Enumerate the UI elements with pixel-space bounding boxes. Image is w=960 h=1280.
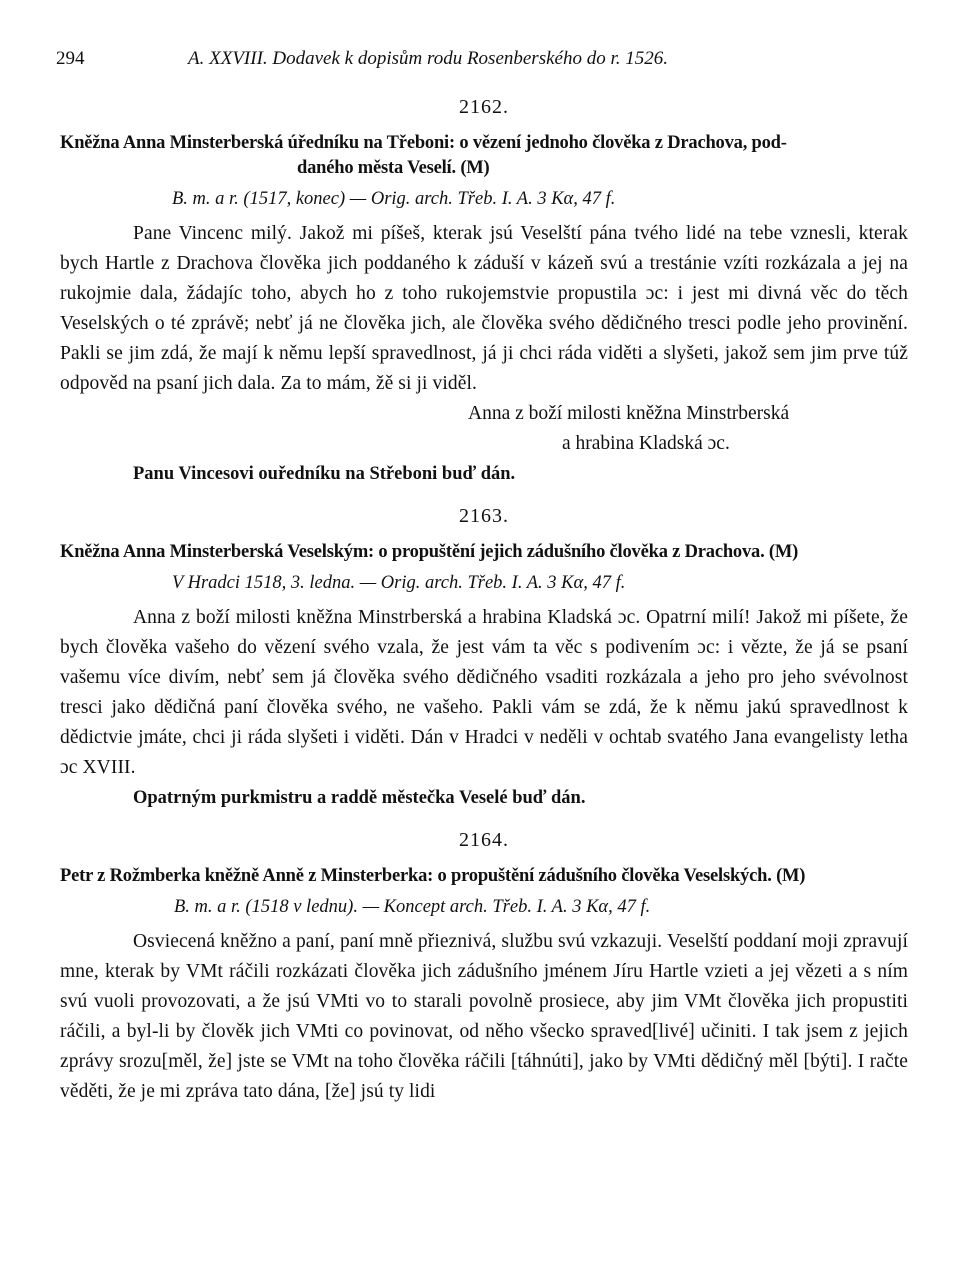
running-title: A. XXVIII. Dodavek k dopisům rodu Rosenberského do r. 1526.: [188, 48, 669, 69]
address-line: Panu Vincesovi ouředníku na Střeboni buď dán.: [133, 464, 516, 484]
signature-line: a hrabina Kladská ɔc.: [562, 433, 730, 454]
document-source: B. m. a r. (1517, konec) — Orig. arch. Třeb. I. A. 3 Kα, 47 f.: [172, 189, 616, 209]
document-heading: [60, 864, 908, 889]
page: [56, 40, 908, 1107]
document-2163: [60, 505, 908, 813]
document-2164: [60, 829, 908, 1107]
document-heading: [60, 131, 908, 181]
document-heading-line: daného města Veselí. (M): [297, 158, 490, 178]
document-body: Osviecená kněžno a paní, paní mně přieznivá, službu svú vzkazuji. Veselští poddaní moji zpravují mne, kterak by VMt ráčili rozkázati člověka jich zádušního jménem Jíru Hartle vzieti a jej vězeti a s ním svú vuoli provozovati, a že jsú VMti vo to starali povolně prosiece, aby jim VMt člověka jich propustiti ráčili, a byl-li by člověk jich VMti co povinovat, od něho všecko spraved[livé] učiniti. I tak jsem z jejich zprávy srozu[měl, že] jste se VMt na toho člověka ráčili [táhnúti], jako by VMti dědičný měl [býti]. I račte věděti, že je mi zpráva tato dána, [že] jsú ty lidi: [60, 931, 908, 1102]
signature-line: Anna z boží milosti kněžna Minstrberská: [468, 403, 790, 424]
document-body: Anna z boží milosti kněžna Minstrberská a hrabina Kladská ɔc. Opatrní milí! Jakož mi píšete, že bych člověka vašeho do vězení svého vzala, že jest vám ta věc s podivením ɔc: i vězte, že já se psaní vašemu více divím, nebť sem já člověka svého dědičného vsaditi rozkázala a jeho pro jeho svévolnost tresci jako dědičná paní člověka svého, ne vašeho. Pakli vám se zdá, že k němu jakú spravedlnost k dědictvie jmáte, chci ji ráda slyšeti i viděti. Dán v Hradci v neděli v ochtab svatého Jana evangelisty letha ɔc XVIII.: [60, 607, 908, 778]
document-number: 2164.: [459, 829, 509, 851]
document-heading: [60, 540, 908, 565]
document-heading-line: Kněžna Anna Minsterberská úředníku na Třeboni: o vězení jednoho člověka z Drachova, pod-: [60, 133, 787, 153]
document-number: 2163.: [459, 505, 509, 527]
address-line: Opatrným purkmistru a raddě městečka Veselé buď dán.: [133, 788, 586, 808]
document-number: 2162.: [459, 96, 509, 118]
document-2162: [60, 96, 908, 489]
document-body: Pane Vincenc milý. Jakož mi píšeš, kterak jsú Veselští pána tvého lidé na tebe vznesli, kterak bych Hartle z Drachova člověka jich poddaného k záduší v kázeň svú a trestánie vzíti rozkázala a jej na rukojmie dala, žádajíc toho, abych ho z toho rukojemstvie propustila ɔc: i jest mi divná věc do těch Veselských o té zprávě; nebť já ne člověka jich, ale člověka svého dědičného tresci podle jeho provinění. Pakli se jim zdá, že mají k němu lepší spravedlnost, já ji chci ráda viděti a slyšeti, jakož sem jim prve túž odpověd na psaní jich dala. Za to mám, žě si ji viděl.: [60, 223, 908, 394]
document-source: V Hradci 1518, 3. ledna. — Orig. arch. Třeb. I. A. 3 Kα, 47 f.: [172, 573, 626, 593]
running-head: [56, 40, 908, 80]
document-heading-line: Kněžna Anna Minsterberská Veselským: o propuštění jejich zádušního člověka z Drachova. (M): [60, 542, 799, 562]
page-number: 294: [56, 48, 85, 69]
document-heading-line: Petr z Rožmberka kněžně Anně z Minsterberka: o propuštění zádušního člověka Veselských. (M): [60, 866, 806, 886]
document-source: B. m. a r. (1518 v lednu). — Koncept arch. Třeb. I. A. 3 Kα, 47 f.: [174, 897, 651, 917]
